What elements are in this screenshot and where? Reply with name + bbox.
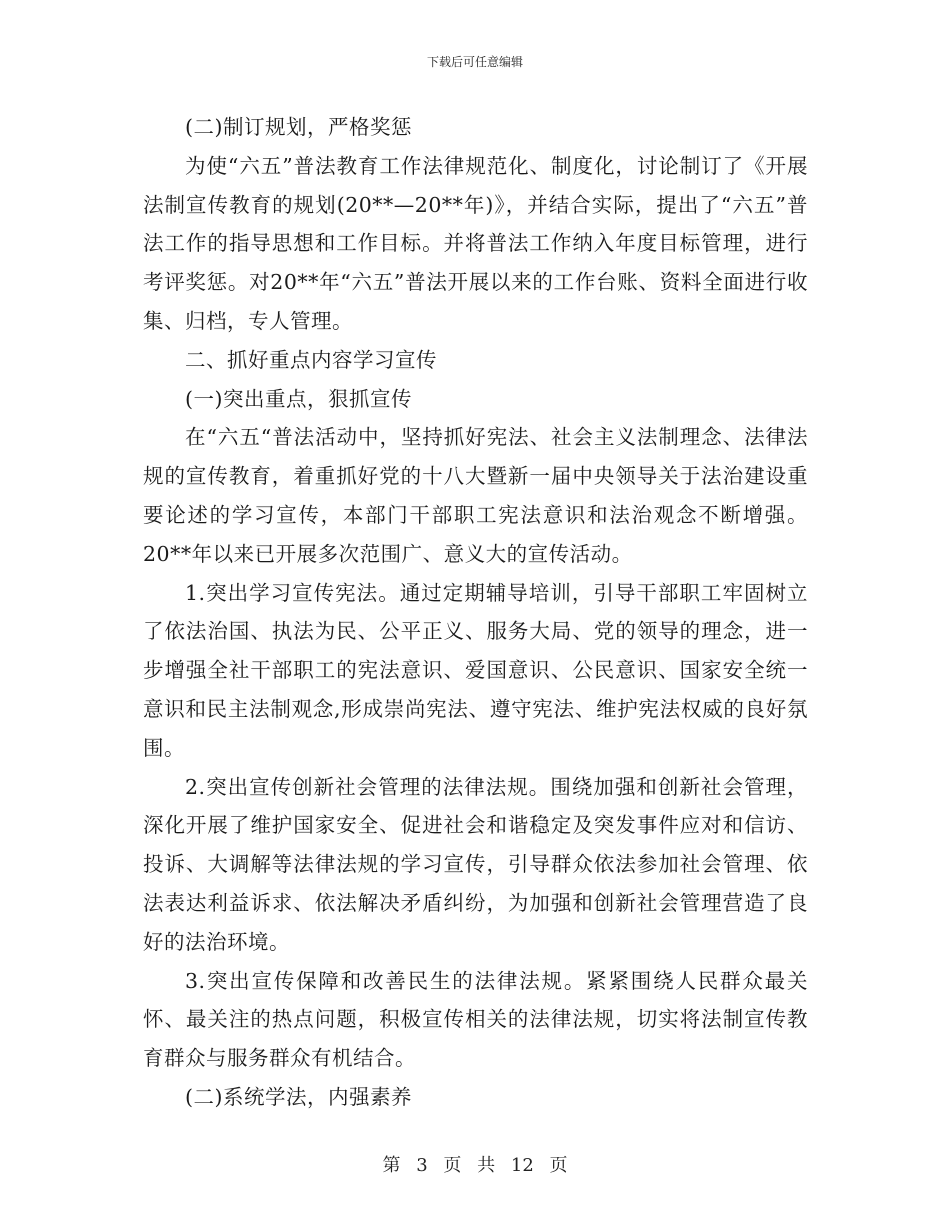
page-header: 下载后可任意编辑 — [426, 55, 523, 69]
section-heading-2: 二、抓好重点内容学习宣传 — [185, 347, 437, 372]
page-footer — [0, 1151, 950, 1177]
subheading-plan: (二)制订规划，严格奖惩 — [185, 115, 412, 139]
paragraph-focus: 在“六五“普法活动中，坚持抓好宪法、社会主义法制理念、法律法规的宣传教育，着重抓好党的十八大暨新一届中央领导关于法治建设重要论述的学习宣传，本部门干部职工宪法意识和法治观念不断增强。20**年以来已开展多次范围广、意义大的宣传活动。 — [143, 425, 808, 566]
page-number: 3 — [416, 1155, 428, 1176]
paragraph-item-3: 3.突出宣传保障和改善民生的法律法规。紧紧围绕人民群众最关怀、最关注的热点问题，积极宣传相关的法律法规，切实将法制宣传教育群众与服务群众有机结合。 — [143, 968, 808, 1071]
subheading-study: (二)系统学法，内强素养 — [185, 1084, 412, 1109]
footer-ye: 页 — [443, 1155, 462, 1176]
footer-di: 第 — [382, 1155, 401, 1176]
document-body — [143, 108, 808, 1117]
paragraph-item-2: 2.突出宣传创新社会管理的法律法规。围绕加强和创新社会管理，深化开展了维护国家安全、促进社会和谐稳定及突发事件应对和信访、投诉、大调解等法律法规的学习宣传，引导群众依法参加社会管理、依法表达利益诉求、依法解决矛盾纠纷，为加强和创新社会管理营造了良好的法治环境。 — [143, 774, 808, 954]
total-pages: 12 — [510, 1155, 534, 1176]
paragraph-item-1: 1.突出学习宣传宪法。通过定期辅导培训，引导干部职工牢固树立了依法治国、执法为民、公平正义、服务大局、党的领导的理念，进一步增强全社干部职工的宪法意识、爱国意识、公民意识、国家安全统一意识和民主法制观念,形成崇尚宪法、遵守宪法、维护宪法权威的良好氛围。 — [143, 580, 808, 760]
subheading-focus: (一)突出重点，狠抓宣传 — [185, 386, 412, 411]
paragraph-plan: 为使“六五”普法教育工作法律规范化、制度化，讨论制订了《开展法制宣传教育的规划(20**—20**年)》，并结合实际，提出了“六五”普法工作的指导思想和工作目标。并将普法工作纳入年度目标管理，进行考评奖惩。对20**年“六五”普法开展以来的工作台账、资料全面进行收集、归档，专人管理。 — [143, 153, 808, 333]
footer-gong: 共 — [477, 1155, 496, 1176]
footer-ye-end: 页 — [549, 1155, 568, 1176]
